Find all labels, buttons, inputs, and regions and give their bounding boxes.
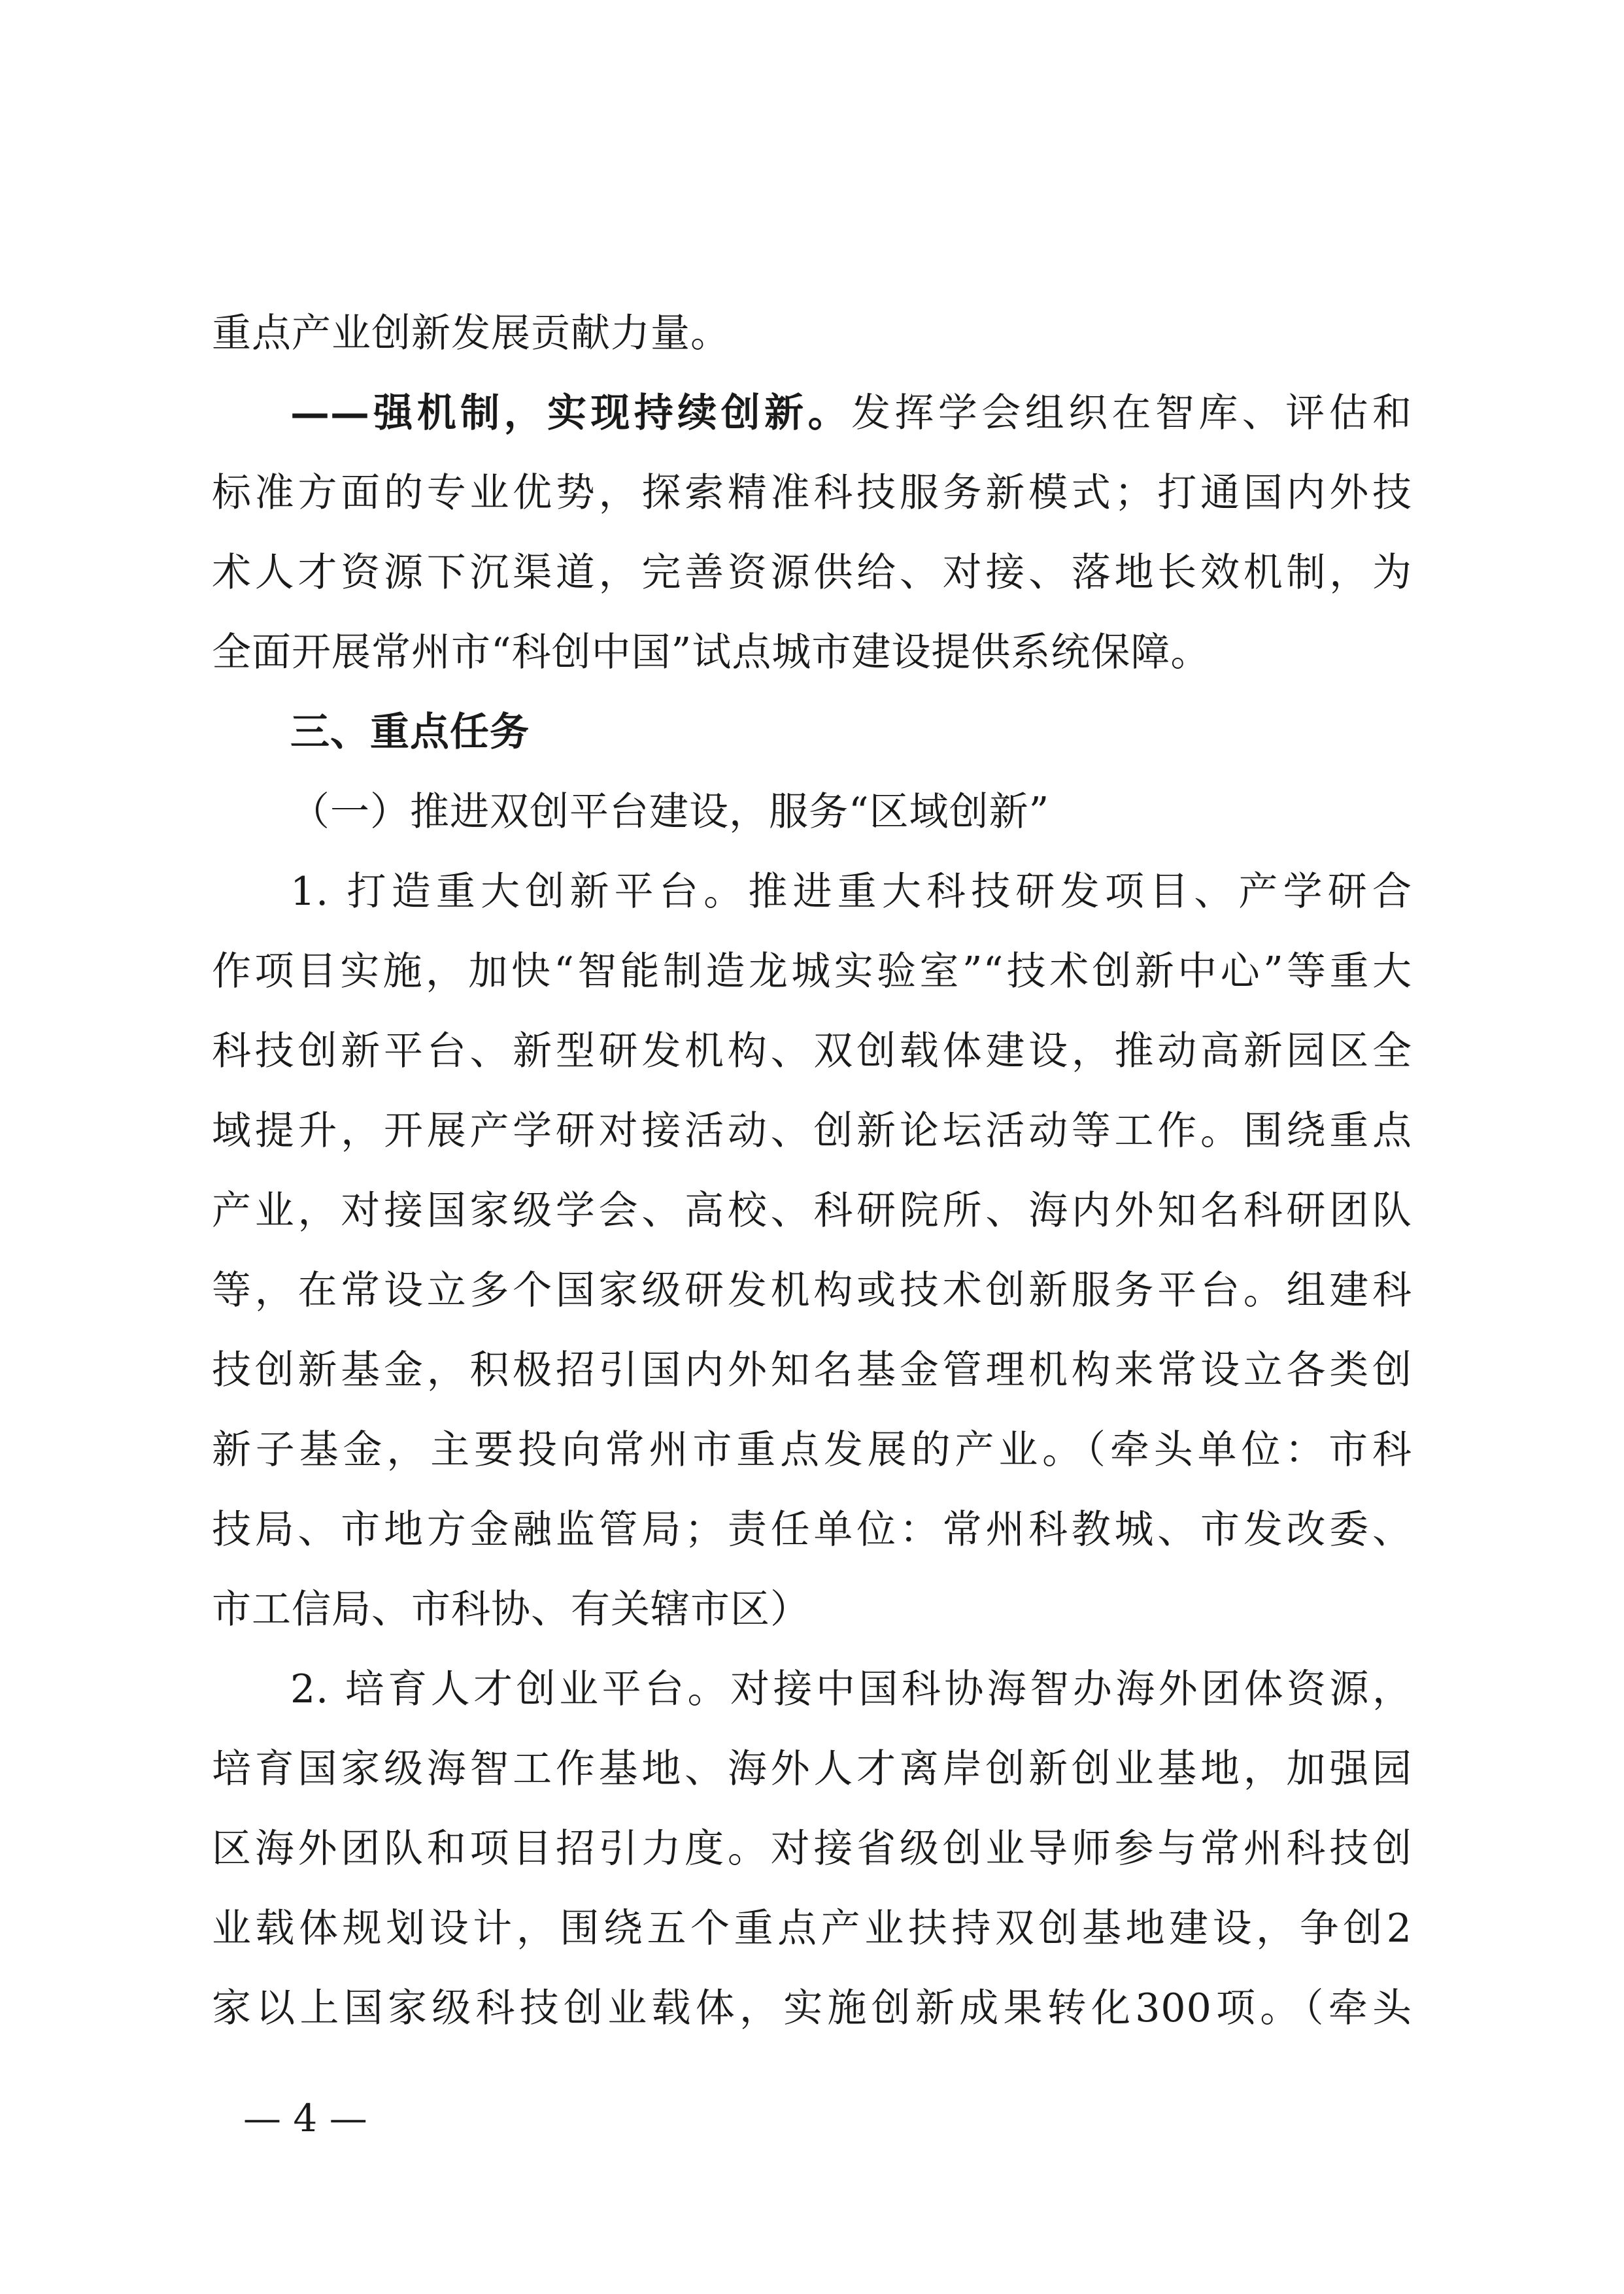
text-line: 重点产业创新发展贡献力量。: [212, 311, 730, 356]
text-line: 技创新基金，积极招引国内外知名基金管理机构来常设立各类创: [212, 1347, 1412, 1393]
mechanism-lead: ——强机制，实现持续创新。: [290, 390, 851, 436]
item-1-line: 1. 打造重大创新平台。推进重大科技研发项目、产学研合: [290, 869, 1412, 915]
page-number: — 4 —: [243, 2096, 367, 2140]
mechanism-paragraph-line: [290, 387, 1412, 439]
text-line: 产业，对接国家级学会、高校、科研院所、海内外知名科研团队: [212, 1188, 1412, 1234]
text-line: 区海外团队和项目招引力度。对接省级创业导师参与常州科技创: [212, 1826, 1412, 1872]
section-heading: 三、重点任务: [290, 709, 530, 755]
text-line: 市工信局、市科协、有关辖市区）: [212, 1587, 810, 1632]
subsection-heading: （一）推进双创平台建设，服务“区域创新”: [290, 789, 1050, 835]
text-line: 培育国家级海智工作基地、海外人才离岸创新创业基地，加强园: [212, 1746, 1412, 1792]
text-line: 标准方面的专业优势，探索精准科技服务新模式；打通国内外技: [212, 470, 1412, 516]
text-line: 等，在常设立多个国家级研发机构或技术创新服务平台。组建科: [212, 1268, 1412, 1313]
mechanism-text: 发挥学会组织在智库、评估和: [851, 390, 1412, 436]
text-line: 域提升，开展产学研对接活动、创新论坛活动等工作。围绕重点: [212, 1108, 1412, 1154]
text-line: 业载体规划设计，围绕五个重点产业扶持双创基地建设，争创2: [212, 1906, 1412, 1951]
text-line: 全面开展常州市“科创中国”试点城市建设提供系统保障。: [212, 630, 1211, 675]
text-line: 术人才资源下沉渠道，完善资源供给、对接、落地长效机制，为: [212, 550, 1412, 596]
text-line: 新子基金，主要投向常州市重点发展的产业。（牵头单位：市科: [212, 1427, 1412, 1473]
text-line: 科技创新平台、新型研发机构、双创载体建设，推动高新园区全: [212, 1028, 1412, 1074]
text-line: 作项目实施，加快“智能制造龙城实验室”“技术创新中心”等重大: [212, 949, 1412, 994]
text-line: 技局、市地方金融监管局；责任单位：常州科教城、市发改委、: [212, 1507, 1412, 1553]
text-line: 家以上国家级科技创业载体，实施创新成果转化300项。（牵头: [212, 1985, 1412, 2031]
item-2-line: 2. 培育人才创业平台。对接中国科协海智办海外团体资源，: [290, 1666, 1412, 1712]
